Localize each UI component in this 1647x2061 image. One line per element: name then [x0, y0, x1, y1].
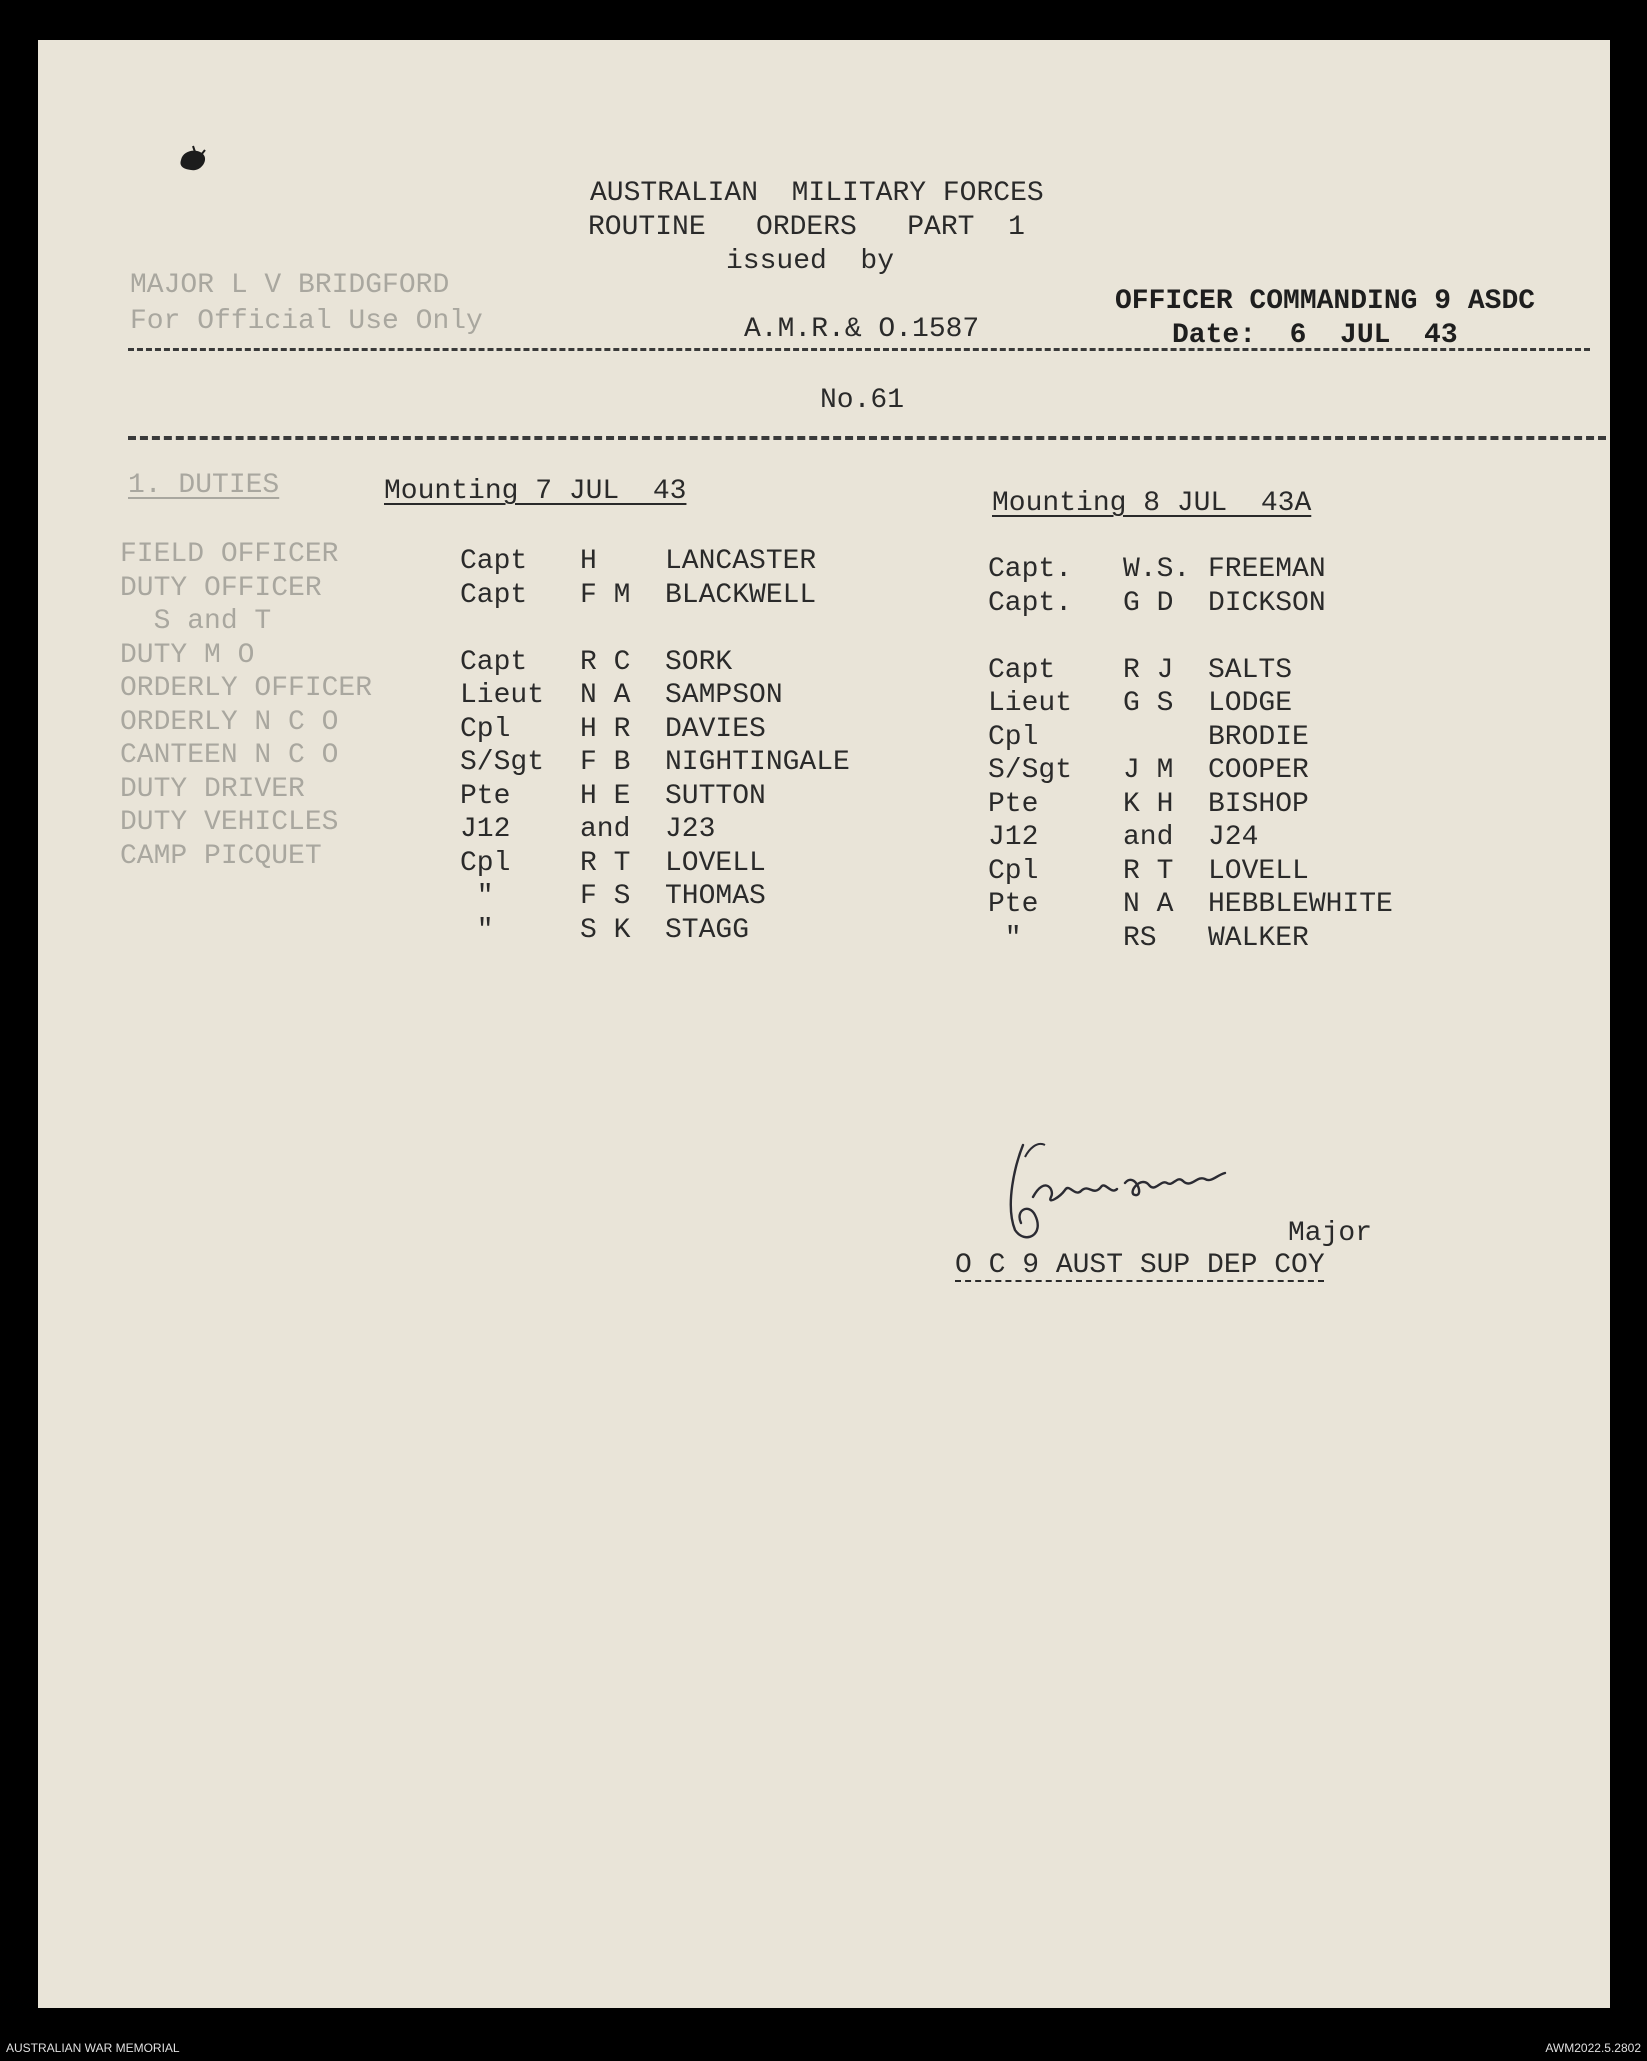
- duty-label: DUTY OFFICER: [120, 572, 322, 604]
- roster-name: LODGE: [1208, 688, 1293, 719]
- roster-name: LANCASTER: [665, 546, 817, 577]
- duty-label: ORDERLY N C O: [120, 706, 339, 738]
- roster-row: [988, 922, 1393, 956]
- roster-initials: R T: [1123, 855, 1174, 887]
- roster-initials: F S: [580, 881, 631, 912]
- roster-rank: ": [460, 881, 494, 912]
- roster-initials: N A: [1123, 889, 1174, 920]
- roster-row: [460, 780, 850, 814]
- authority-officer: MAJOR L V BRIDGFORD: [130, 270, 450, 301]
- roster-rank: Cpl: [460, 847, 511, 879]
- roster-initials: S K: [580, 914, 631, 946]
- roster-row: [988, 855, 1393, 889]
- roster-rank: Lieut: [988, 688, 1073, 719]
- roster-initials: N A: [580, 680, 631, 711]
- roster-rank: Pte: [988, 788, 1039, 820]
- roster-name: THOMAS: [665, 881, 766, 912]
- roster-rank: Pte: [988, 889, 1039, 920]
- handwritten-signature: [985, 1135, 1285, 1255]
- roster-name: BLACKWELL: [665, 579, 817, 611]
- roster-initials: R J: [1123, 654, 1174, 686]
- roster-name: LOVELL: [1208, 855, 1309, 887]
- roster-initials: J M: [1123, 755, 1174, 786]
- roster-name: SALTS: [1208, 654, 1293, 686]
- roster-name: LOVELL: [665, 847, 766, 879]
- roster-initials: H E: [580, 780, 631, 812]
- roster-name: FREEMAN: [1208, 554, 1326, 585]
- roster-initials: RS: [1123, 922, 1157, 954]
- roster-initials: F M: [580, 579, 631, 611]
- roster-row: [988, 888, 1393, 922]
- roster-initials: F B: [580, 747, 631, 778]
- roster-rank: ": [460, 914, 494, 946]
- roster-rank: Capt: [988, 654, 1056, 686]
- roster-row: [988, 553, 1393, 587]
- order-date: Date: 6 JUL 43: [1172, 320, 1458, 351]
- roster-day2: [988, 553, 1393, 955]
- roster-row: [460, 880, 850, 914]
- mounting-heading-day2: Mounting 8 JUL 43A: [992, 488, 1312, 519]
- roster-initials: and: [1123, 822, 1174, 853]
- duty-label: DUTY VEHICLES: [120, 807, 339, 838]
- header-title: AUSTRALIAN MILITARY FORCES: [590, 178, 1044, 209]
- roster-name: DAVIES: [665, 713, 766, 745]
- roster-initials: R T: [580, 847, 631, 879]
- roster-name: SORK: [665, 646, 733, 678]
- roster-row: [460, 713, 850, 747]
- roster-row: [988, 620, 1393, 654]
- roster-name: SUTTON: [665, 780, 766, 812]
- roster-name: SAMPSON: [665, 680, 783, 711]
- roster-name: DICKSON: [1208, 587, 1326, 619]
- roster-name: COOPER: [1208, 755, 1309, 786]
- roster-rank: S/Sgt: [460, 747, 545, 778]
- roster-row: [460, 914, 850, 948]
- roster-row: [460, 545, 850, 579]
- roster-initials: R C: [580, 646, 631, 678]
- footer-accession-number: AWM2022.5.2802: [1545, 2041, 1641, 2055]
- roster-row: [988, 788, 1393, 822]
- duty-label: CANTEEN N C O: [120, 740, 339, 771]
- roster-row: [988, 721, 1393, 755]
- footer-institution: AUSTRALIAN WAR MEMORIAL: [6, 2041, 180, 2055]
- ink-blot: [175, 142, 211, 178]
- duty-label: DUTY DRIVER: [120, 773, 305, 805]
- roster-row: [460, 813, 850, 847]
- roster-row: [988, 821, 1393, 855]
- mounting-heading-day1: Mounting 7 JUL 43: [384, 476, 687, 507]
- signatory-unit: O C 9 AUST SUP DEP COY: [955, 1250, 1325, 1281]
- authority-notice: For Official Use Only: [130, 306, 483, 337]
- roster-name: J23: [665, 814, 716, 845]
- roster-row: [460, 612, 850, 646]
- section-heading-duties: 1. DUTIES: [128, 470, 280, 501]
- roster-row: [988, 654, 1393, 688]
- roster-rank: S/Sgt: [988, 755, 1073, 786]
- roster-row: [460, 646, 850, 680]
- roster-row: [460, 746, 850, 780]
- roster-name: J24: [1208, 822, 1259, 853]
- roster-rank: Cpl: [460, 713, 511, 745]
- duty-label: ORDERLY OFFICER: [120, 673, 373, 704]
- roster-row: [460, 679, 850, 713]
- issuer: OFFICER COMMANDING 9 ASDC: [1115, 286, 1536, 317]
- roster-initials: and: [580, 814, 631, 845]
- roster-name: BISHOP: [1208, 788, 1309, 820]
- roster-rank: J12: [460, 814, 511, 845]
- roster-rank: Capt: [460, 546, 528, 577]
- roster-row: [460, 847, 850, 881]
- roster-rank: Capt.: [988, 554, 1073, 585]
- roster-name: WALKER: [1208, 922, 1309, 954]
- roster-initials: G D: [1123, 587, 1174, 619]
- roster-rank: Cpl: [988, 721, 1039, 753]
- roster-initials: H R: [580, 713, 631, 745]
- duty-labels: [120, 538, 372, 873]
- roster-rank: Pte: [460, 780, 511, 812]
- roster-name: HEBBLEWHITE: [1208, 889, 1393, 920]
- duty-label: DUTY M O: [120, 639, 255, 671]
- roster-rank: J12: [988, 822, 1039, 853]
- order-number: No.61: [820, 385, 905, 416]
- header-issued-by: issued by: [726, 246, 895, 277]
- roster-name: STAGG: [665, 914, 750, 946]
- roster-rank: ": [988, 922, 1022, 954]
- roster-initials: W.S.: [1123, 554, 1191, 585]
- header-subtitle: ROUTINE ORDERS PART 1: [588, 212, 1025, 243]
- header-divider: [128, 348, 1590, 351]
- roster-row: [460, 579, 850, 613]
- roster-rank: Capt.: [988, 587, 1073, 619]
- signatory-rank: Major: [1288, 1218, 1373, 1249]
- roster-row: [988, 687, 1393, 721]
- roster-initials: H: [580, 546, 597, 577]
- roster-initials: K H: [1123, 788, 1174, 820]
- duty-label: CAMP PICQUET: [120, 840, 322, 872]
- roster-row: [988, 754, 1393, 788]
- roster-name: NIGHTINGALE: [665, 747, 850, 778]
- roster-rank: Lieut: [460, 680, 545, 711]
- roster-rank: Capt: [460, 646, 528, 678]
- roster-initials: G S: [1123, 688, 1174, 719]
- roster-rank: Cpl: [988, 855, 1039, 887]
- roster-row: [988, 587, 1393, 621]
- duty-label: FIELD OFFICER: [120, 539, 339, 570]
- roster-name: BRODIE: [1208, 721, 1309, 753]
- duty-label: S and T: [120, 606, 272, 637]
- order-divider: [128, 436, 1606, 440]
- amr-reference: A.M.R.& O.1587: [744, 314, 980, 345]
- roster-day1: [460, 545, 850, 947]
- roster-rank: Capt: [460, 579, 528, 611]
